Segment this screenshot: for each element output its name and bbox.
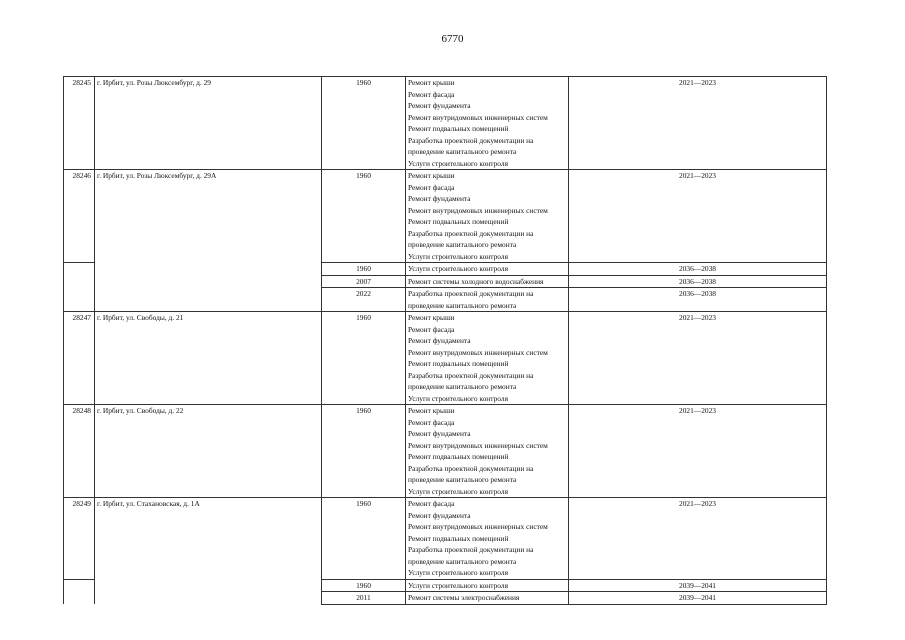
works-cell xyxy=(406,498,569,580)
work-item: Ремонт системы холодного водоснабжения xyxy=(408,276,544,286)
page-number: 6770 xyxy=(441,33,464,45)
year-cell: 2007 xyxy=(322,275,406,288)
address-cell xyxy=(95,288,322,312)
work-item: Ремонт фасада xyxy=(408,499,455,508)
row-id-cell xyxy=(64,579,95,592)
work-item: Ремонт фундамента xyxy=(408,336,471,345)
work-item: Услуги строительного контроля xyxy=(408,580,508,590)
period-cell: 2021—2023 xyxy=(569,312,827,405)
works-cell xyxy=(406,579,569,592)
work-item: Ремонт фасада xyxy=(408,324,455,334)
work-item: Ремонт системы электроснабжения xyxy=(408,593,520,602)
period-cell: 2021—2023 xyxy=(569,77,827,170)
period-cell: 2036—2038 xyxy=(569,275,827,288)
work-item: Услуги строительного контроля xyxy=(408,393,508,403)
work-item: Ремонт внутридомовых инженерных систем xyxy=(408,205,548,215)
work-item: проведение капитального ремонта xyxy=(408,382,517,391)
row-id-cell xyxy=(64,592,95,605)
work-item: Разработка проектной документации на xyxy=(408,463,534,473)
works-cell xyxy=(406,263,569,276)
work-item: Ремонт крыши xyxy=(408,313,455,322)
year-cell: 1960 xyxy=(322,498,406,580)
row-id-cell: 28247 xyxy=(64,312,95,405)
works-cell xyxy=(406,170,569,263)
work-item: Ремонт подвальных помещений xyxy=(408,359,509,368)
table-row xyxy=(64,77,827,170)
row-id-cell xyxy=(64,288,95,312)
repair-schedule-table xyxy=(63,76,827,605)
table-row xyxy=(64,263,827,276)
row-id-cell xyxy=(64,275,95,288)
table-row xyxy=(64,592,827,605)
works-cell xyxy=(406,312,569,405)
year-cell: 1960 xyxy=(322,405,406,498)
work-item: Ремонт фасада xyxy=(408,417,455,427)
year-cell: 1960 xyxy=(322,579,406,592)
work-item: проведение капитального ремонта xyxy=(408,300,517,310)
works-cell xyxy=(406,77,569,170)
works-cell xyxy=(406,592,569,605)
address-cell xyxy=(95,263,322,276)
work-item: Ремонт фундамента xyxy=(408,101,471,110)
address-cell: г. Ирбит, ул. Розы Люксембург, д. 29 xyxy=(95,77,322,170)
address-cell xyxy=(95,579,322,592)
work-item: проведение капитального ремонта xyxy=(408,556,517,566)
year-cell: 2022 xyxy=(322,288,406,312)
year-cell: 2011 xyxy=(322,592,406,605)
work-item: Услуги строительного контроля xyxy=(408,264,508,273)
work-item: Ремонт внутридомовых инженерных систем xyxy=(408,440,548,450)
work-item: Услуги строительного контроля xyxy=(408,568,508,577)
work-item: Разработка проектной документации на xyxy=(408,135,534,145)
address-cell: г. Ирбит, ул. Розы Люксембург, д. 29А xyxy=(95,170,322,263)
work-item: Разработка проектной документации на xyxy=(408,228,534,238)
table-row xyxy=(64,288,827,312)
address-cell: г. Ирбит, ул. Свободы, д. 21 xyxy=(95,312,322,405)
work-item: Ремонт фасада xyxy=(408,182,455,192)
table-row xyxy=(64,170,827,263)
year-cell: 1960 xyxy=(322,263,406,276)
work-item: проведение капитального ремонта xyxy=(408,240,517,249)
address-cell xyxy=(95,592,322,605)
work-item: Разработка проектной документации на xyxy=(408,545,534,554)
period-cell: 2021—2023 xyxy=(569,405,827,498)
work-item: Разработка проектной документации на xyxy=(408,289,534,298)
work-item: Ремонт фундамента xyxy=(408,429,471,438)
work-item: Ремонт внутридомовых инженерных систем xyxy=(408,522,548,531)
work-item: Ремонт подвальных помещений xyxy=(408,533,509,543)
works-cell xyxy=(406,275,569,288)
work-item: Ремонт подвальных помещений xyxy=(408,124,509,133)
work-item: Услуги строительного контроля xyxy=(408,158,508,168)
work-item: Ремонт внутридомовых инженерных систем xyxy=(408,347,548,357)
row-id-cell: 28248 xyxy=(64,405,95,498)
year-cell: 1960 xyxy=(322,312,406,405)
work-item: Ремонт подвальных помещений xyxy=(408,452,509,461)
work-item: проведение капитального ремонта xyxy=(408,475,517,484)
works-cell xyxy=(406,405,569,498)
work-item: Услуги строительного контроля xyxy=(408,251,508,261)
year-cell: 1960 xyxy=(322,77,406,170)
period-cell: 2021—2023 xyxy=(569,498,827,580)
row-id-cell: 28249 xyxy=(64,498,95,580)
period-cell: 2021—2023 xyxy=(569,170,827,263)
address-cell xyxy=(95,275,322,288)
work-item: Ремонт подвальных помещений xyxy=(408,217,509,226)
address-cell: г. Ирбит, ул. Свободы, д. 22 xyxy=(95,405,322,498)
period-cell: 2036—2038 xyxy=(569,263,827,276)
work-item: Ремонт фундамента xyxy=(408,510,471,520)
work-item: Ремонт крыши xyxy=(408,406,455,415)
work-item: Ремонт фасада xyxy=(408,89,455,99)
work-item: Ремонт фундамента xyxy=(408,194,471,203)
table-row xyxy=(64,498,827,580)
repair-schedule-body xyxy=(64,77,827,605)
address-cell: г. Ирбит, ул. Стахановская, д. 1А xyxy=(95,498,322,580)
row-id-cell: 28246 xyxy=(64,170,95,263)
works-cell xyxy=(406,288,569,312)
table-row xyxy=(64,405,827,498)
table-row xyxy=(64,579,827,592)
work-item: Услуги строительного контроля xyxy=(408,486,508,496)
work-item: Ремонт крыши xyxy=(408,171,455,180)
work-item: Ремонт крыши xyxy=(408,78,455,87)
period-cell: 2036—2038 xyxy=(569,288,827,312)
table-row xyxy=(64,275,827,288)
work-item: Разработка проектной документации на xyxy=(408,370,534,380)
period-cell: 2039—2041 xyxy=(569,579,827,592)
work-item: Ремонт внутридомовых инженерных систем xyxy=(408,112,548,122)
table-row xyxy=(64,312,827,405)
row-id-cell xyxy=(64,263,95,276)
period-cell: 2039—2041 xyxy=(569,592,827,605)
row-id-cell: 28245 xyxy=(64,77,95,170)
work-item: проведение капитального ремонта xyxy=(408,147,517,156)
year-cell: 1960 xyxy=(322,170,406,263)
